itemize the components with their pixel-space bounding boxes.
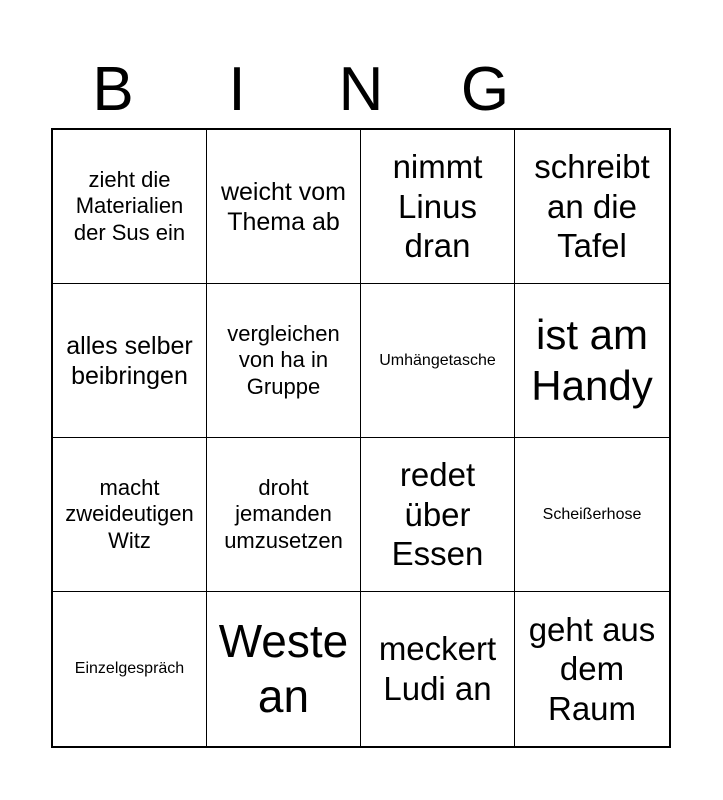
header-letter-g: G [460,55,510,124]
cell-text: geht aus dem Raum [528,610,656,727]
header-letter-n: N [338,55,384,124]
bingo-cell[interactable] [207,438,361,592]
bingo-cell[interactable] [53,592,207,746]
bingo-cell[interactable] [207,284,361,438]
header-letter-i: I [228,55,246,124]
cell-text: redet über Essen [391,456,484,573]
bingo-board [51,128,671,748]
bingo-cell[interactable] [361,130,515,284]
cell-text: Scheißerhose [542,505,642,523]
bingo-cell[interactable] [361,592,515,746]
cell-text: alles selber beibringen [66,331,193,390]
bingo-cell[interactable] [53,438,207,592]
cell-text: meckert Ludi an [378,630,497,707]
cell-text: zieht die Materialien der Sus ein [73,166,186,245]
cell-text: macht zweideutigen Witz [65,474,194,553]
cell-text: Einzelgespräch [74,660,185,678]
bingo-cell[interactable] [53,284,207,438]
bingo-cell[interactable] [515,438,669,592]
bingo-cell[interactable] [515,592,669,746]
cell-text: schreibt an die Tafel [534,148,650,265]
bingo-cell[interactable] [515,284,669,438]
cell-text: weicht vom Thema ab [220,177,347,236]
cell-text: ist am Handy [531,311,653,409]
cell-text: Umhängetasche [379,351,496,369]
bingo-cell[interactable] [207,130,361,284]
bingo-cell[interactable] [53,130,207,284]
cell-text: nimmt Linus dran [392,148,483,265]
bingo-cell[interactable] [207,592,361,746]
cell-text: Weste an [218,614,349,722]
bingo-cell[interactable] [361,284,515,438]
bingo-cell[interactable] [515,130,669,284]
bingo-cell[interactable] [361,438,515,592]
cell-text: droht jemanden umzusetzen [224,474,343,553]
header-letter-b: B [92,55,134,124]
cell-text: vergleichen von ha in Gruppe [227,320,340,399]
bingo-header [51,56,671,124]
